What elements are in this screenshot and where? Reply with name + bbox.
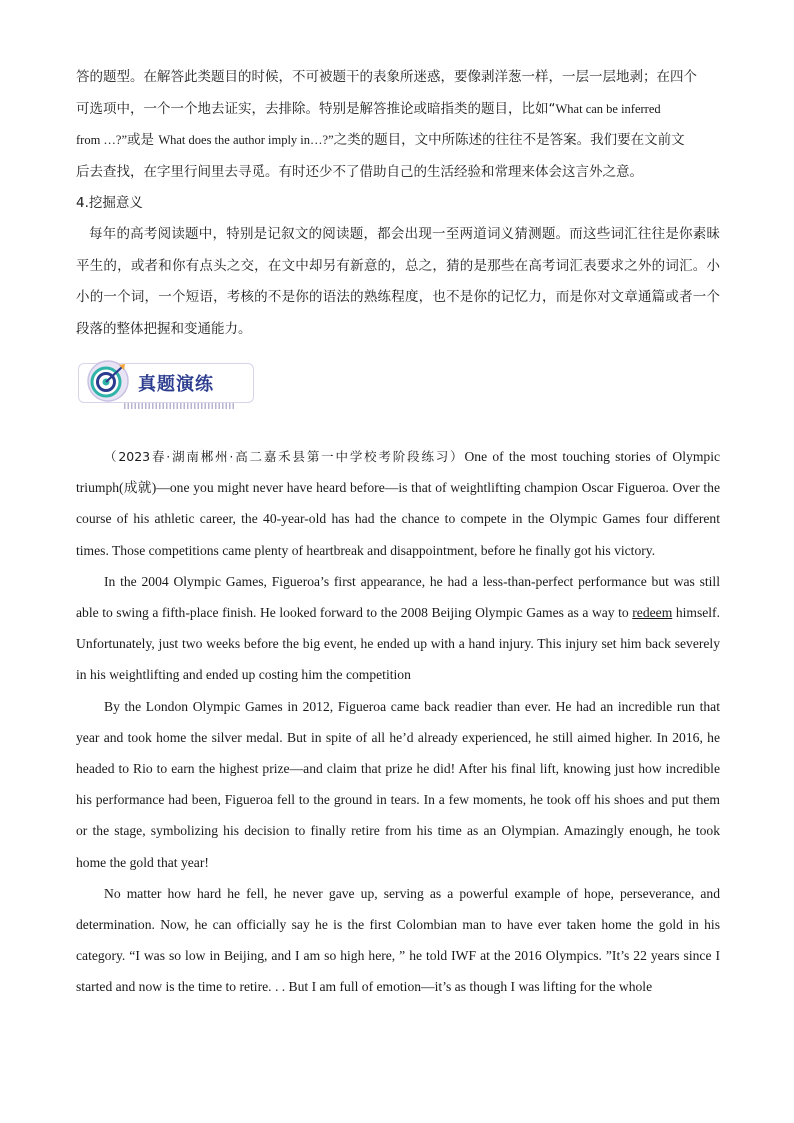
passage-paragraph-4: No matter how hard he fell, he never gave up, serving as a powerful example of hope, perseverance, and determination. Now, he can officially say he is the first Colombian man to have ever taken home the gold in his category. “I was so low in Beijing, and I am so high here, ” he told IWF at the 2016 Olympics. ”It’s 22 years since I started and now is the time to retire. . . But I am full of emotion—it’s as though I was lifting for the whole — [76, 885, 720, 995]
document-page — [76, 62, 720, 1003]
section-banner — [78, 359, 256, 411]
passage-source: （2023春·湖南郴州·高二嘉禾县第一中学校考阶段练习） — [104, 449, 465, 464]
banner-title: 真题演练 — [138, 374, 214, 395]
intro-paragraph-2: 每年的高考阅读题中，特别是记叙文的阅读题，都会出现一至两道词义猜测题。而这些词汇往往是你素昧平生的，或者和你有点头之交，在文中却另有新意的，总之，猜的是那些在高考词汇表要求之外的词汇。小小的一个词，一个短语，考核的不是你的语法的熟练程度，也不是你的记忆力，而是你对文章通篇或者一个段落的整体把握和变通能力。 — [76, 226, 720, 337]
passage-paragraph-1: （2023春·湖南郴州·高二嘉禾县第一中学校考阶段练习）One of the most touching stories of Olympic triumph(成就)—one you might never have heard before—is that of weightlifting champion Oscar Figueroa. Over the course of his athletic career, the 40-year-old has had the chance to compete in the Olympic Games four different times. Those competitions came plenty of heartbreak and disappointment, before he finally got his victory. — [76, 449, 721, 558]
underlined-word: redeem — [632, 605, 673, 621]
intro-paragraph-1: 答的题型。在解答此类题目的时候，不可被题干的表象所迷惑，要像剥洋葱一样，一层一层地剥；在四个 可选项中，一个一个地去证实，去排除。特别是解答推论或暗指类的题目，比如“What can be inferred from …?”或是 What does the author imply in…?”之类的题目，文中所陈述的往往不是答案。我们要在文前文 后去查找，在字里行间里去寻觅。有时还少不了借助自己的生活经验和常理来体会这言外之意。 — [76, 69, 697, 180]
passage-paragraph-3: By the London Olympic Games in 2012, Figueroa came back readier than ever. He had an incredible run that year and took home the silver medal. But in spite of all he’d already experienced, he still aimed higher. In 2016, he headed to Rio to earn the highest prize—and claim that prize he did! After his final lift, knowing just how incredible his performance had been, Figueroa fell to the ground in tears. In a few moments, he took off his shoes and put them or the stage, symbolizing his decision to finally retire from his time as an Olympian. Amazingly enough, he took home the gold that year! — [76, 698, 720, 870]
passage-paragraph-2: In the 2004 Olympic Games, Figueroa’s first appearance, he had a less-than-perfect performance but was still able to swing a fifth-place finish. He looked forward to the 2008 Beijing Olympic Games as a way to redeem himself. Unfortunately, just two weeks before the big event, he ended up with a hand injury. This injury set him back severely in his weightlifting and ended up costing him the competition — [76, 573, 720, 683]
banner-stripes — [124, 403, 234, 409]
target-icon — [86, 359, 130, 403]
section-heading-4: 4.挖掘意义 — [76, 195, 143, 211]
